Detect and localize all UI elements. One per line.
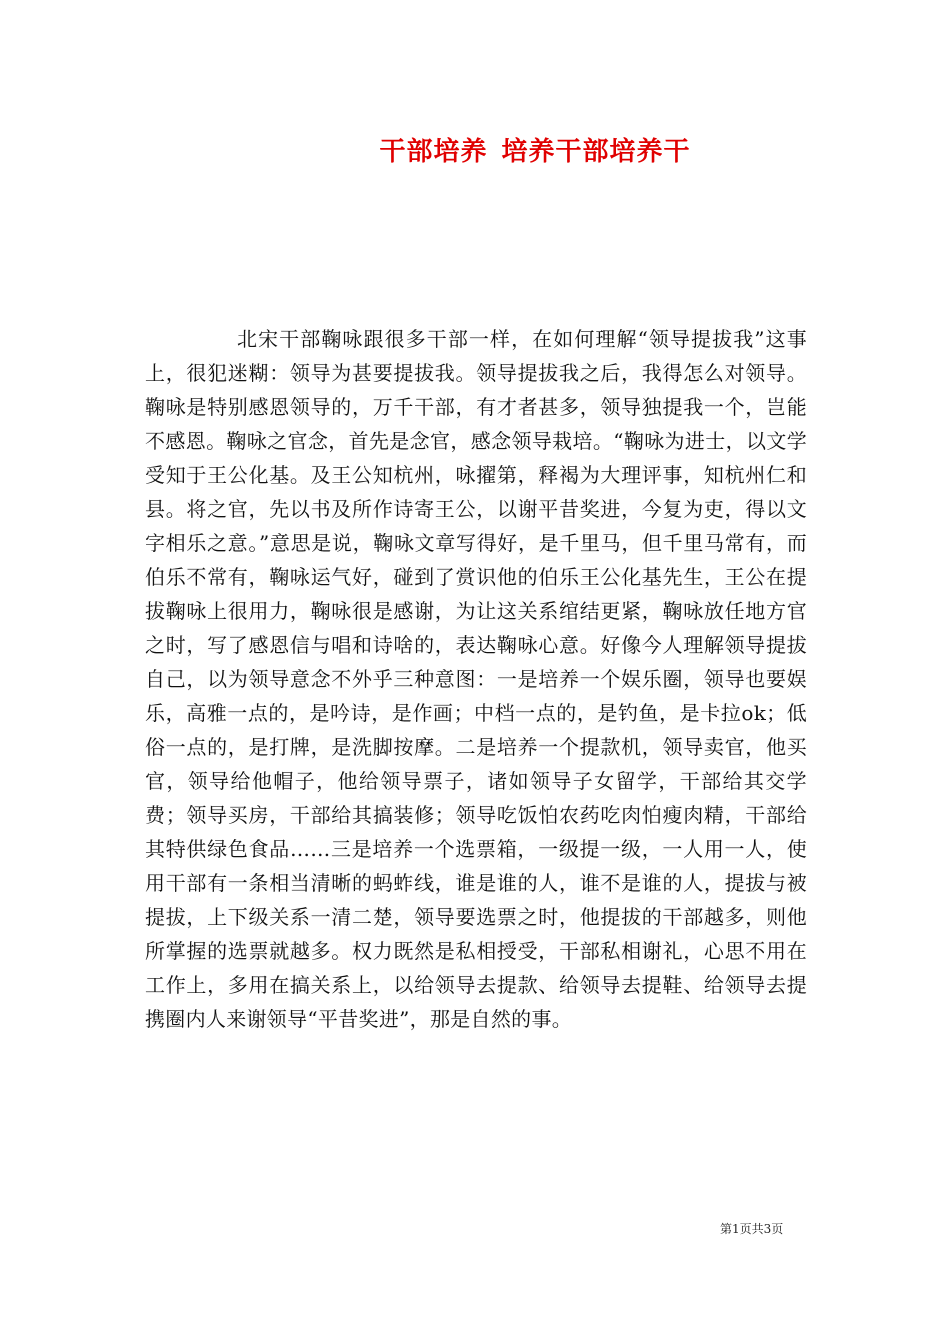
title-part-1: 干部培养 — [379, 137, 488, 167]
document-title — [0, 132, 950, 172]
title-wrapper — [379, 132, 690, 172]
title-part-2: 培养干部培养干 — [501, 137, 691, 167]
page-footer: 第1页共3页 — [720, 1222, 784, 1236]
body-paragraph: 北宋干部鞠咏跟很多干部一样，在如何理解“领导提拔我”这事上，很犯迷糊：领导为甚要提拔我。领导提拔我之后，我得怎么对领导。鞠咏是特别感恩领导的，万千干部，有才者甚多，领导独提我一个，岂能不感恩。鞠咏之官念，首先是念官，感念领导栽培。“鞠咏为进士，以文学受知于王公化基。及王公知杭州，咏擢第，释褐为大理评事，知杭州仁和县。将之官，先以书及所作诗寄王公，以谢平昔奖进，今复为吏，得以文字相乐之意。”意思是说，鞠咏文章写得好，是千里马，但千里马常有，而伯乐不常有，鞠咏运气好，碰到了赏识他的伯乐王公化基先生，王公在提拔鞠咏上很用力，鞠咏很是感谢，为让这关系绾结更紧，鞠咏放任地方官之时，写了感恩信与唱和诗啥的，表达鞠咏心意。好像今人理解领导提拔自己，以为领导意念不外乎三种意图：一是培养一个娱乐圈，领导也要娱乐，高雅一点的，是吟诗，是作画；中档一点的，是钓鱼，是卡拉ok；低俗一点的，是打牌，是洗脚按摩。二是培养一个提款机，领导卖官，他买官，领导给他帽子，他给领导票子，诸如领导子女留学，干部给其交学费；领导买房，干部给其搞装修；领导吃饭怕农药吃肉怕瘦肉精，干部给其特供绿色食品……三是培养一个选票箱，一级提一级，一人用一人，使用干部有一条相当清晰的蚂蚱线，谁是谁的人，谁不是谁的人，提拔与被提拔，上下级关系一清二楚，领导要选票之时，他提拔的干部越多，则他所掌握的选票就越多。权力既然是私相授受，干部私相谢礼，心思不用在工作上，多用在搞关系上，以给领导去提款、给领导去提鞋、给领导去提携圈内人来谢领导“平昔奖进”，那是自然的事。 — [145, 327, 807, 1031]
